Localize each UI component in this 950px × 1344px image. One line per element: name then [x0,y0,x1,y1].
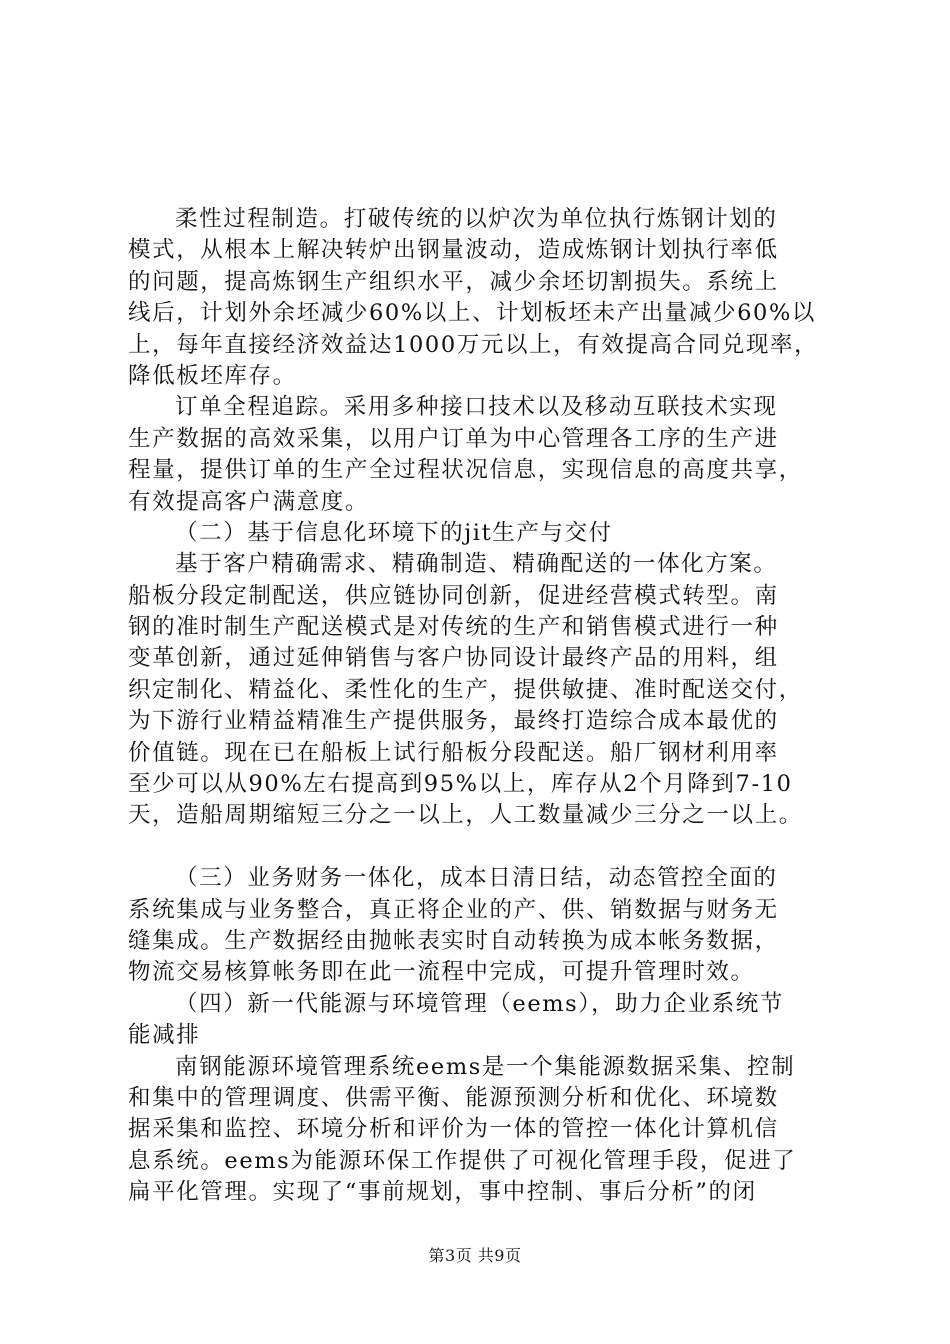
paragraph-line: 模式，从根本上解决转炉出钢量波动，造成炼钢计划执行率低 [128,237,779,264]
document-body [128,204,848,1209]
paragraph-line: 据采集和监控、环境分析和评价为一体的管控一体化计算机信 [128,1116,779,1143]
paragraph-line: 至少可以从90%左右提高到95%以上，库存从2个月降到7-10 [128,771,793,798]
paragraph-line: 降低板坯库存。 [128,362,297,389]
paragraph-line: 程量，提供订单的生产全过程状况信息，实现信息的高度共享， [128,457,803,484]
paragraph-line: 能减排 [128,1022,201,1049]
section-heading: （三）业务财务一体化，成本日清日结，动态管控全面的 [175,865,778,892]
paragraph-line: 织定制化、精益化、柔性化的生产，提供敏捷、准时配送交付， [128,676,803,703]
paragraph-line: 扁平化管理。实现了“事前规划，事中控制、事后分析”的闭 [128,1179,757,1206]
paragraph-line: 柔性过程制造。打破传统的以炉次为单位执行炼钢计划的 [175,206,778,232]
section-heading: （二）基于信息化环境下的jit生产与交付 [175,519,613,546]
paragraph-line: 的问题，提高炼钢生产组织水平，减少余坯切割损失。系统上 [128,268,779,295]
paragraph-line: 生产数据的高效采集，以用户订单为中心管理各工序的生产进 [128,425,779,452]
section-heading: （四）新一代能源与环境管理（eems），助力企业系统节 [175,990,784,1017]
paragraph-line: 变革创新，通过延伸销售与客户协同设计最终产品的用料，组 [128,645,779,672]
paragraph-line: 有效提高客户满意度。 [128,488,370,515]
paragraph-line: 物流交易核算帐务即在此一流程中完成，可提升管理时效。 [128,959,755,986]
paragraph-line: 缝集成。生产数据经由抛帐表实时自动转换为成本帐务数据， [128,927,779,954]
blank-line [128,832,848,863]
paragraph-line: 南钢能源环境管理系统eems是一个集能源数据采集、控制 [175,1053,796,1080]
paragraph-line: 基于客户精确需求、精确制造、精确配送的一体化方案。 [175,551,778,578]
page-number-footer: 第3页 共9页 [428,1246,522,1265]
paragraph-line: 上，每年直接经济效益达1000万元以上，有效提高合同兑现率， [128,331,819,358]
paragraph-line: 息系统。eems为能源环保工作提供了可视化管理手段，促进了 [128,1147,797,1174]
paragraph-line: 钢的准时制生产配送模式是对传统的生产和销售模式进行一种 [128,614,779,641]
paragraph-line: 和集中的管理调度、供需平衡、能源预测分析和优化、环境数 [128,1084,779,1111]
paragraph-line: 线后，计划外余坯减少60%以上、计划板坯未产出量减少60%以 [128,300,817,327]
paragraph-line: 为下游行业精益精准生产提供服务，最终打造综合成本最优的 [128,708,779,735]
paragraph-line: 系统集成与业务整合，真正将企业的产、供、销数据与财务无 [128,896,779,923]
paragraph-line: 订单全程追踪。采用多种接口技术以及移动互联技术实现 [175,394,778,421]
paragraph-line: 天，造船周期缩短三分之一以上，人工数量减少三分之一以上。 [128,802,803,829]
paragraph-line: 价值链。现在已在船板上试行船板分段配送。船厂钢材利用率 [128,739,779,766]
paragraph-line: 船板分段定制配送，供应链协同创新，促进经营模式转型。南 [128,582,779,609]
